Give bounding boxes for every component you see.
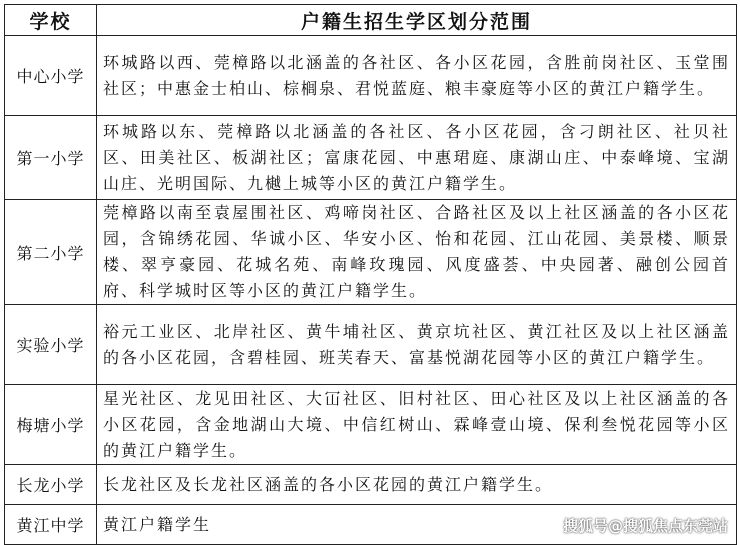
table-row xyxy=(5,200,737,305)
district-range: 星光社区、龙见田社区、大冚社区、旧村社区、田心社区及以上社区涵盖的各小区花园，含金地湖山大境、中信红树山、霖峰壹山境、保利叁悦花园等小区的黄江户籍学生。 xyxy=(97,385,737,465)
table-row xyxy=(5,465,737,505)
school-name: 实验小学 xyxy=(5,305,97,385)
header-school: 学校 xyxy=(5,5,97,36)
school-name: 长龙小学 xyxy=(5,465,97,505)
school-name: 第一小学 xyxy=(5,116,97,200)
table-row xyxy=(5,36,737,116)
district-range: 长龙社区及长龙社区涵盖的各小区花园的黄江户籍学生。 xyxy=(97,465,737,505)
district-range: 环城路以西、莞樟路以北涵盖的各社区、各小区花园，含胜前岗社区、玉堂围社区；中惠金士柏山、棕榈泉、君悦蓝庭、粮丰豪庭等小区的黄江户籍学生。 xyxy=(97,36,737,116)
school-name: 梅塘小学 xyxy=(5,385,97,465)
district-range: 莞樟路以南至袁屋围社区、鸡啼岗社区、合路社区及以上社区涵盖的各小区花园，含锦绣花园、华诚小区、华安小区、怡和花园、江山花园、美景楼、顺景楼、翠亨豪园、花城名苑、南峰玫瑰园、风度盛荟、中央园著、融创公园首府、科学城时区等小区的黄江户籍学生。 xyxy=(97,200,737,305)
district-range: 裕元工业区、北岸社区、黄牛埔社区、黄京坑社区、黄江社区及以上社区涵盖的各小区花园，含碧桂园、班芙春天、富基悦湖花园等小区的黄江户籍学生。 xyxy=(97,305,737,385)
table-header-row xyxy=(5,5,737,36)
table-row xyxy=(5,385,737,465)
watermark: 搜狐号@搜狐焦点东莞站 xyxy=(562,517,728,535)
table-row xyxy=(5,305,737,385)
table-row xyxy=(5,116,737,200)
school-name: 第二小学 xyxy=(5,200,97,305)
district-range: 环城路以东、莞樟路以北涵盖的各社区、各小区花园，含刁朗社区、社贝社区、田美社区、板湖社区；富康花园、中惠珺庭、康湖山庄、中泰峰境、宝湖山庄、光明国际、九樾上城等小区的黄江户籍学生。 xyxy=(97,116,737,200)
school-name: 黄江中学 xyxy=(5,505,97,545)
header-area: 户籍生招生学区划分范围 xyxy=(97,5,737,36)
school-district-table xyxy=(4,4,737,545)
district-range: 黄江户籍学生 xyxy=(97,505,737,545)
school-name: 中心小学 xyxy=(5,36,97,116)
